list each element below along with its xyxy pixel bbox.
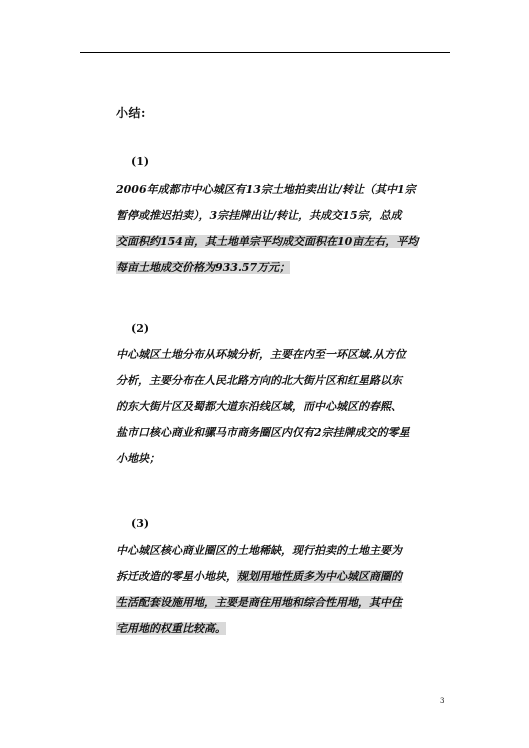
highlighted-line: 交面积约154亩，其土地单宗平均成交面积在10亩左右，平均 [116,235,419,248]
highlighted-line-part: 规划用地性质多为中心城区商圈的 [237,570,402,583]
section-2-number: (2) [131,322,150,335]
paragraph-line: 中心城区核心商业圈区的土地稀缺，现行拍卖的土地主要为 [116,544,402,557]
paragraph-line: 的东大街片区及蜀都大道东沿线区域，而中心城区的春熙、 [116,400,402,413]
section-2-paragraph [116,342,452,472]
paragraph-line: 2006年成都市中心城区有13宗土地拍卖出让/转让（其中1宗 [116,183,416,196]
paragraph-line: 小地块； [116,452,160,465]
summary-heading: 小结: [116,106,146,120]
paragraph-line: 暂停或推迟拍卖），3宗挂牌出让/转让，共成交15宗，总成 [116,209,402,222]
paragraph-line: 分析，主要分布在人民北路方向的北大街片区和红星路以东 [116,374,402,387]
paragraph-line: 盐市口核心商业和骡马市商务圈区内仅有2宗挂牌成交的零星 [116,426,410,439]
header-rule [80,52,450,53]
section-3-number: (3) [131,517,150,530]
paragraph-line-plain-part: 拆迁改造的零星小地块， [116,570,237,583]
paragraph-line: 中心城区土地分布从环城分析，主要在内至一环区域.从方位 [116,348,406,361]
highlighted-line: 宅用地的权重比较高。 [116,622,226,635]
section-3-paragraph [116,538,452,642]
section-1-number: (1) [131,155,150,168]
highlighted-line: 每亩土地成交价格为933.57万元； [116,261,291,274]
highlighted-line: 生活配套设施用地，主要是商住用地和综合性用地，其中住 [116,596,402,609]
page-number: 3 [440,697,445,705]
section-1-paragraph [116,177,452,281]
